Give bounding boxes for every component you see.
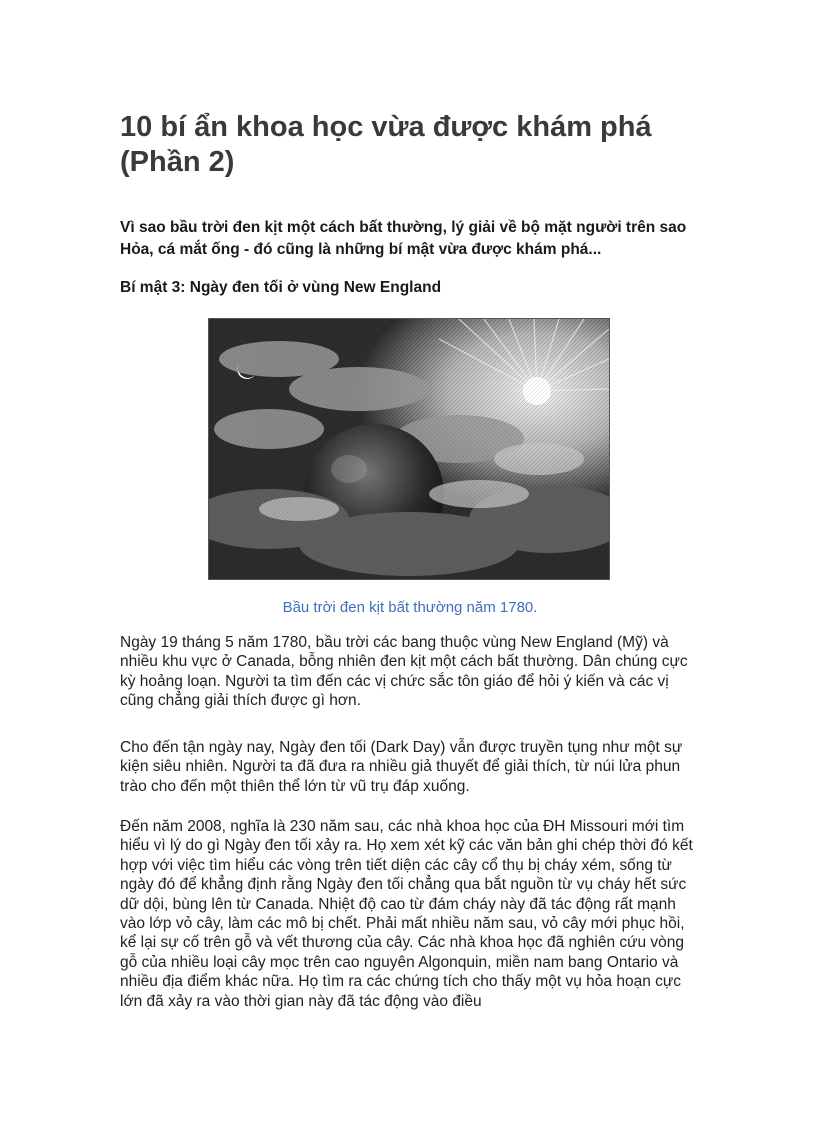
paragraph: Đến năm 2008, nghĩa là 230 năm sau, các nhà khoa học của ĐH Missouri mới tìm hiểu vì lý do gì Ngày đen tối xảy ra. Họ xem xét kỹ các văn bản ghi chép thời đó kết hợp với việc tìm hiểu các vòng trên tiết diện các cây cổ thụ bị cháy xém, sống từ ngày đó để khẳng định rằng Ngày đen tối chẳng qua bắt nguồn từ vụ cháy hết sức dữ dội, bùng lên từ Canada. Nhiệt độ cao từ đám cháy này đã tác động rất mạnh vào lớp vỏ cây, làm các mô bị chết. Phải mất nhiều năm sau, vỏ cây mới phục hồi, kể lại sự cố trên gỗ và vết thương của cây. Các nhà khoa học đã nghiên cứu vòng gỗ của nhiều loại cây mọc trên cao nguyên Algonquin, miền nam bang Ontario và nhiều địa điểm khác nữa. Họ tìm ra các chứng tích cho thấy một vụ hỏa hoạn cực lớn đã xảy ra vào thời gian này đã tác động vào điều	[120, 818, 693, 1010]
engraving-illustration	[208, 318, 610, 580]
paragraph: Cho đến tận ngày nay, Ngày đen tối (Dark Day) vẫn được truyền tụng như một sự kiện siêu nhiên. Người ta đã đưa ra nhiều giả thuyết để giải thích, từ núi lửa phun trào cho đến một thiên thể lớn từ vũ trụ đáp xuống.	[120, 739, 683, 795]
article-title: 10 bí ẩn khoa học vừa được khám phá (Phần 2)	[120, 111, 652, 178]
paragraph: Ngày 19 tháng 5 năm 1780, bầu trời các bang thuộc vùng New England (Mỹ) và nhiều khu vực ở Canada, bỗng nhiên đen kịt một cách bất thường. Dân chúng cực kỳ hoảng loạn. Người ta tìm đến các vị chức sắc tôn giáo để hỏi ý kiến và các vị cũng chẳng giải thích được gì hơn.	[120, 634, 688, 710]
article-lede: Vì sao bầu trời đen kịt một cách bất thường, lý giải về bộ mặt người trên sao Hỏa, cá mắt ống - đó cũng là những bí mật vừa được khám phá...	[120, 219, 687, 258]
engraving-illustration-art	[209, 319, 609, 579]
figure-caption: Bầu trời đen kịt bất thường năm 1780.	[282, 599, 538, 616]
section-heading: Bí mật 3: Ngày đen tối ở vùng New England	[120, 279, 442, 296]
